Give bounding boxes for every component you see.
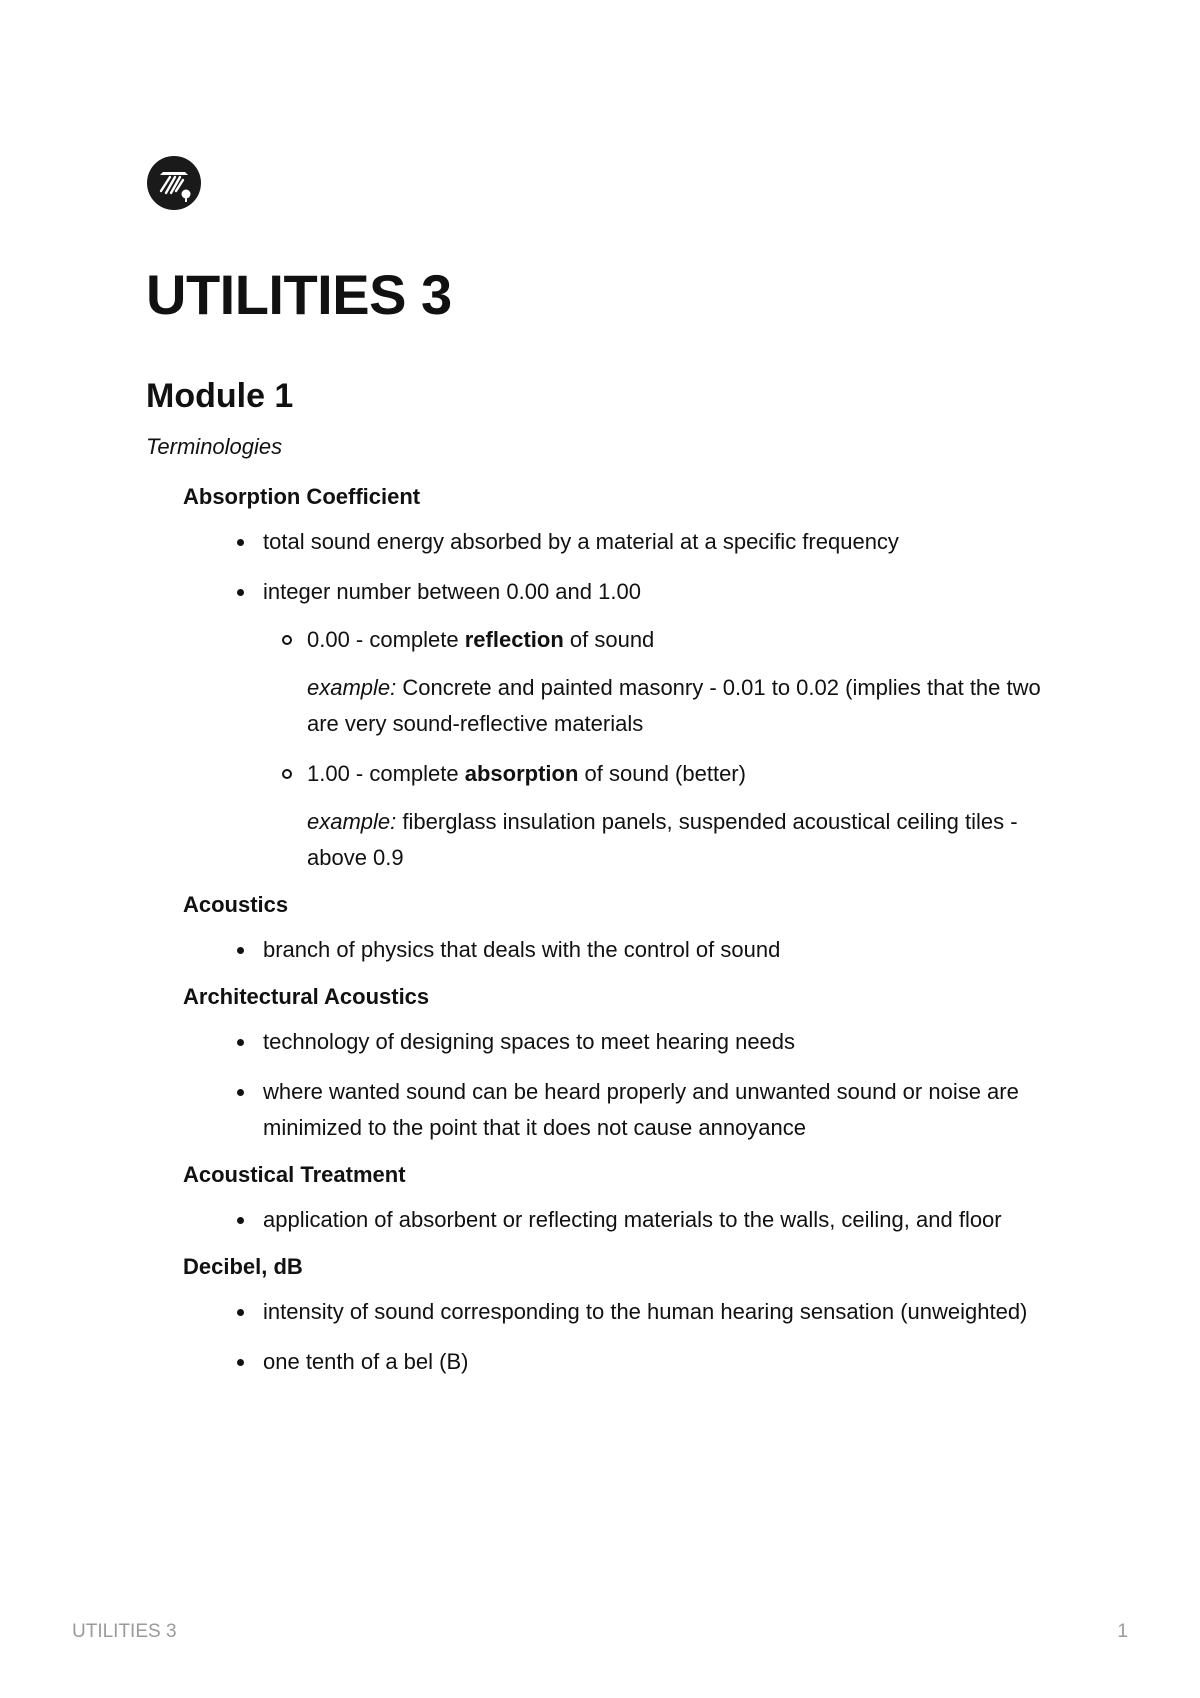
footer-title: UTILITIES 3 (72, 1621, 177, 1642)
list-item: branch of physics that deals with the control of sound (263, 932, 1073, 968)
term-heading: Acoustics (183, 892, 289, 917)
section-subtitle: Terminologies (146, 434, 283, 459)
logo-icon (146, 155, 202, 211)
document-title: UTILITIES 3 (146, 263, 452, 326)
terminology-list (183, 482, 1073, 1394)
term-definitions (183, 1024, 1073, 1146)
term-heading: Architectural Acoustics (183, 984, 430, 1009)
term-definitions (183, 1202, 1073, 1238)
list-item: total sound energy absorbed by a material at a specific frequency (263, 524, 1073, 560)
term-heading: Decibel, dB (183, 1254, 303, 1279)
sub-item-suffix: of sound (better) (578, 761, 746, 786)
sub-list-item (307, 756, 1073, 876)
sub-item-prefix: 1.00 - complete (307, 761, 465, 786)
example-text (307, 670, 1073, 742)
list-item: application of absorbent or reflecting materials to the walls, ceiling, and floor (263, 1202, 1073, 1238)
example-label: example: (307, 809, 397, 834)
term-heading: Absorption Coefficient (183, 484, 421, 509)
sub-item-bold: reflection (464, 627, 564, 652)
term-definitions (183, 1294, 1073, 1380)
list-item: technology of designing spaces to meet hearing needs (263, 1024, 1073, 1060)
page-number: 1 (1117, 1621, 1128, 1642)
example-text (307, 804, 1073, 876)
list-item (263, 574, 1073, 876)
module-heading: Module 1 (146, 377, 294, 415)
sub-item-prefix: 0.00 - complete (307, 627, 465, 652)
example-body: fiberglass insulation panels, suspended acoustical ceiling tiles - above 0.9 (307, 809, 1018, 870)
sub-item-suffix: of sound (563, 627, 655, 652)
term-definitions (183, 932, 1073, 968)
list-item: one tenth of a bel (B) (263, 1344, 1073, 1380)
sub-item-bold: absorption (464, 761, 579, 786)
list-item: intensity of sound corresponding to the human hearing sensation (unweighted) (263, 1294, 1073, 1330)
example-body: Concrete and painted masonry - 0.01 to 0.02 (implies that the two are very sound-reflective materials (307, 675, 1041, 736)
list-item-text: integer number between 0.00 and 1.00 (263, 579, 641, 604)
sub-list (263, 622, 1073, 876)
term-heading: Acoustical Treatment (183, 1162, 406, 1187)
list-item: where wanted sound can be heard properly and unwanted sound or noise are minimized to the point that it does not cause annoyance (263, 1074, 1073, 1146)
example-label: example: (307, 675, 397, 700)
term-definitions (183, 524, 1073, 876)
sub-list-item (307, 622, 1073, 742)
